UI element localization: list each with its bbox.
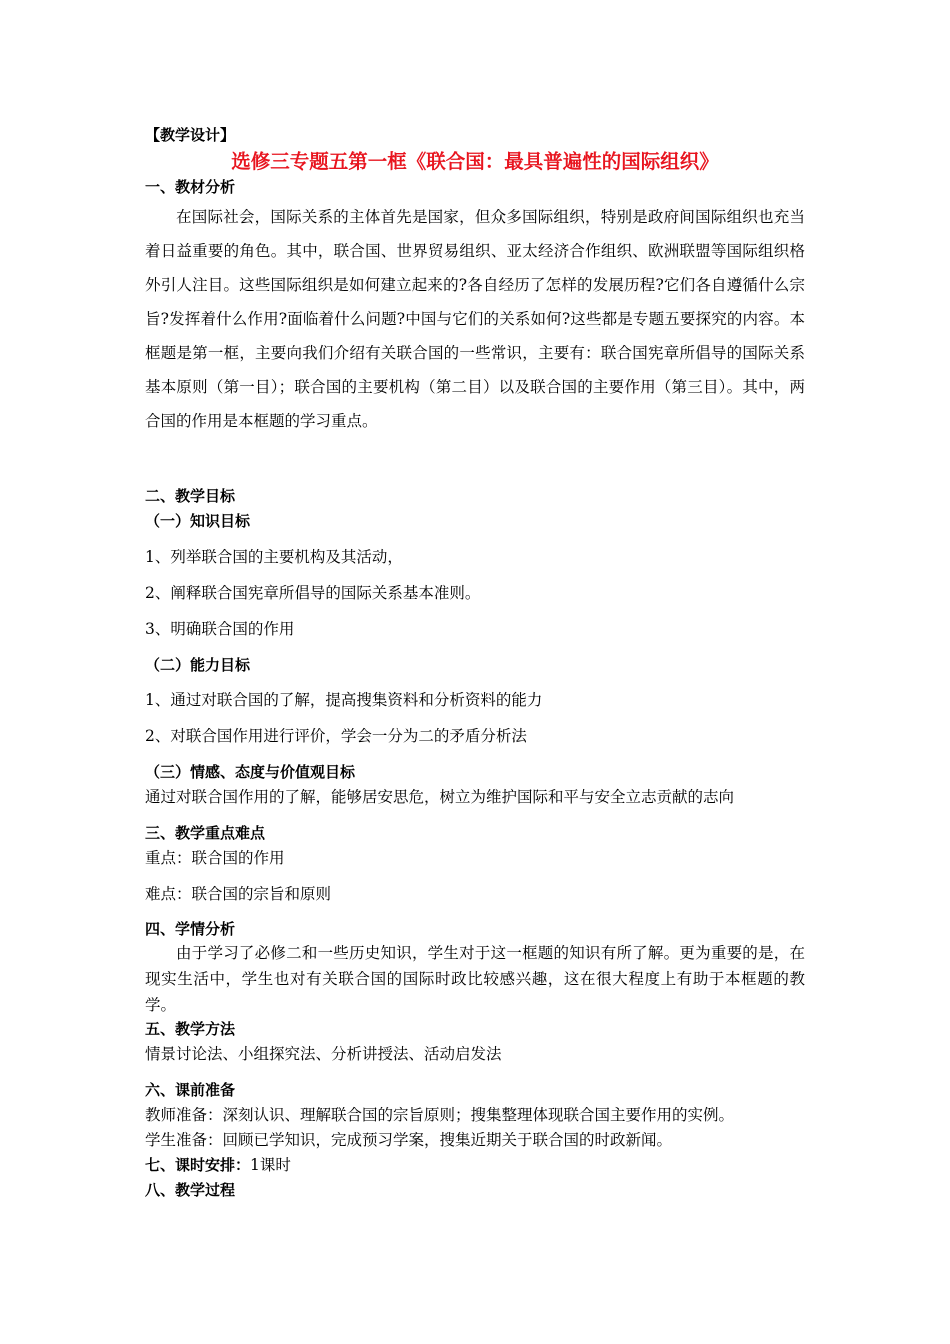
list-item: 1、通过对联合国的了解，提高搜集资料和分析资料的能力 (145, 691, 543, 709)
emotion-goal-text: 通过对联合国作用的了解，能够居安思危，树立为维护国际和平与安全立志贡献的志向 (145, 788, 735, 806)
section-4-paragraph: 由于学习了必修二和一些历史知识，学生对于这一框题的知识有所了解。更为重要的是，在现实生活中，学生也对有关联合国的国际时政比较感兴趣，这在很大程度上有助于本框题的教学。 (145, 944, 805, 1014)
student-prep-text: 学生准备：回顾已学知识，完成预习学案，搜集近期关于联合国的时政新闻。 (145, 1131, 673, 1149)
doc-label: 【教学设计】 (145, 126, 236, 144)
subheading-ability: （二）能力目标 (145, 656, 251, 674)
teacher-prep-text: 教师准备：深刻认识、理解联合国的宗旨原则；搜集整理体现联合国主要作用的实例。 (145, 1106, 735, 1124)
methods-text: 情景讨论法、小组探究法、分析讲授法、活动启发法 (145, 1045, 502, 1063)
section-heading-7: 七、课时安排： (145, 1156, 251, 1174)
section-heading-1: 一、教材分析 (145, 178, 236, 196)
subheading-emotion: （三）情感、态度与价值观目标 (145, 763, 356, 781)
schedule-value: 1课时 (250, 1156, 291, 1174)
difficulty-text: 难点：联合国的宗旨和原则 (145, 885, 332, 903)
section-heading-6: 六、课前准备 (145, 1081, 236, 1099)
section-heading-5: 五、教学方法 (145, 1020, 236, 1038)
section-1-paragraph: 在国际社会，国际关系的主体首先是国家，但众多国际组织，特别是政府间国际组织也充当着日益重要的角色。其中，联合国、世界贸易组织、亚太经济合作组织、欧洲联盟等国际组织格外引人注目。这些国际组织是如何建立起来的?各自经历了怎样的发展历程?它们各自遵循什么宗旨?发挥着什么作用?面临着什么问题?中国与它们的关系如何?这些都是专题五要探究的内容。本框题是第一框，主要向我们介绍有关联合国的一些常识，主要有：联合国宪章所倡导的国际关系基本原则（第一目）；联合国的主要机构（第二目）以及联合国的主要作用（第三目）。其中，两合国的作用是本框题的学习重点。 (145, 208, 805, 430)
list-item: 2、对联合国作用进行评价，学会一分为二的矛盾分析法 (145, 727, 527, 745)
section-heading-8: 八、教学过程 (145, 1181, 236, 1199)
list-item: 2、阐释联合国宪章所倡导的国际关系基本准则。 (145, 584, 481, 602)
section-heading-4: 四、学情分析 (145, 920, 236, 938)
section-heading-3: 三、教学重点难点 (145, 824, 266, 842)
key-point-text: 重点：联合国的作用 (145, 849, 285, 867)
doc-title: 选修三专题五第一框《联合国：最具普遍性的国际组织》 (231, 150, 719, 173)
subheading-knowledge: （一）知识目标 (145, 512, 251, 530)
list-item: 1、列举联合国的主要机构及其活动， (145, 548, 403, 566)
schedule-line (145, 1155, 291, 1175)
section-heading-2: 二、教学目标 (145, 487, 236, 505)
list-item: 3、明确联合国的作用 (145, 620, 295, 638)
